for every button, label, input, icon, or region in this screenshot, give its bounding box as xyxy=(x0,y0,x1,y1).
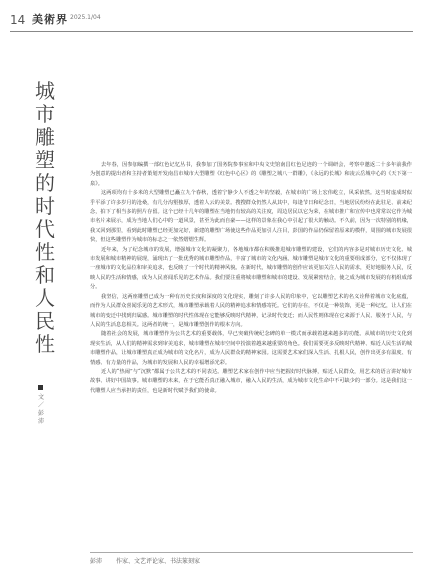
title-char: 市 xyxy=(35,102,55,126)
author-char: ／ xyxy=(37,402,44,409)
publication-logo: 美術界 xyxy=(32,13,68,26)
title-char: 人 xyxy=(35,286,55,310)
title-char: 民 xyxy=(35,309,55,333)
bio-name: 彭沛 xyxy=(90,558,103,565)
footer-rule xyxy=(90,552,413,553)
page-header xyxy=(0,0,427,40)
title-char: 雕 xyxy=(35,125,55,149)
body-paragraph: 我坚信，这两座雕塑已成为一种有历史长度和深度的文化现实，雕刻了许多人民的印象中，它以雕塑艺术的名义诠释着城市文化底蕴，而作为人民群众喜闻乐见的艺术形式，城市雕塑承载着人民的精神追求和情感寄托。它们的存在，不仅是一种装饰，更是一种记忆，让人们在城市的变迁中找到归属感。城市雕塑的时代性体现在它能够反映时代精神，记录时代变迁；而人民性则体现在它来源于人民、服务于人民，与人民的生活息息相关。这两者的统一，是城市雕塑创作的根本方向。 xyxy=(90,293,412,328)
article-title xyxy=(34,80,56,356)
title-char: 城 xyxy=(35,79,55,103)
article-author xyxy=(37,394,45,426)
body-paragraph: 近人的“热闹”与“沉默”都属于公共艺术的不同表达。雕塑艺术家在创作中应当把握好时代脉搏，贴近人民群众，用艺术的语言讲好城市故事、讲好中国故事。城市雕塑的未来，在于它能否真正融入城市，融入人民的生活，成为城市文化生命中不可缺少的一部分。这是我们这一代雕塑人应当承担的责任，也是新时代赋予我们的使命。 xyxy=(90,368,412,394)
title-char: 的 xyxy=(35,171,55,195)
title-char: 性 xyxy=(35,332,55,356)
header-rule xyxy=(10,31,413,32)
body-paragraph: 这两项均有十多米的大型雕塑已矗立九个春秋，透着宁静少人不透之年的坚毅，在城市的广场上宏伟屹立，风采依然。这当时虚成时似乎平添了许多岁月的沧桑，有几分沟壑独厚，透着人云的美景。搜搜群众仍然人从其中，每逢节日和纪念日，当地居民纷纷在此驻足、前来纪念，拍下了相当多的照片存留。这个已经十几年的雕塑在当地仍有较高的关注度，周边居民以它为荣，在城市推广和宣传中也常常以它作为城市名片来展示，成为当地人们心中的一道风景，甚至为此而自豪——这样的景象在我心中引起了很大的触动。不久前，因为一次特别的机缘，我又回到那里，看到此时雕塑已经更加完好，新建的雕塑广场使这些作品更加引人注目，彭国的作品仍保留着原来的模样，周围的城市发展很快，但这些雕塑作为城市的标志之一依然熠熠生辉。 xyxy=(90,190,412,244)
author-char: 沛 xyxy=(37,418,44,425)
title-char: 代 xyxy=(35,217,55,241)
article-body xyxy=(90,161,412,396)
issue-label: 2025.1/04 xyxy=(70,14,101,21)
title-char: 时 xyxy=(35,194,55,218)
author-bio xyxy=(90,556,200,565)
author-marker xyxy=(38,385,43,390)
bio-description: 作家、文艺评论家、书法篆刻家 xyxy=(115,558,200,565)
author-char: 彭 xyxy=(37,410,44,417)
title-char: 和 xyxy=(35,263,55,287)
title-char: 塑 xyxy=(35,148,55,172)
body-paragraph: 随着社会的发展，城市雕塑作为公共艺术的重要载体，早已突破传统纪念碑的单一模式而承载着越来越多的功能。从城市的历史文化到现实生活，从人们的精神需求到审美追求，城市雕塑在城市空间中扮演着越来越重要的角色。我们需要更多反映时代精神、贴近人民生活的城市雕塑作品，让城市雕塑真正成为城市的文化名片，成为人民群众的精神家园。这需要艺术家们深入生活、扎根人民，创作出更多有温度、有情感、有力量的作品，为城市的发展和人民的幸福增添光彩。 xyxy=(90,331,412,366)
author-char: 文 xyxy=(37,394,44,401)
body-paragraph: 去年春，因参加编撰一部红色记忆丛书，我参加了国务院参事室和中央文史馆南昌红色足迹的一个调研会，考察中邀返二十多年前我作为创意的提出者和主持者策划开发南昌市城市大型雕塑《红色中心区》的《雕塑之城八一群雕》，《永远的长城》和凌云岳城中心的《天下第一泉》。 xyxy=(90,162,412,187)
body-paragraph: 近年来，为了纪念城市的发展，增强城市文化的凝聚力，各地城市都在积极推进城市雕塑的建设，它们的内容多是对城市历史文化、城市发展和城市精神的展现，涌现出了一批优秀的城市雕塑作品，丰富了城市的文化内涵。城市雕塑是城市文化的重要组成部分，它不仅体现了一座城市的文化品位和审美追求，也反映了一个时代的精神风貌。在新时代，城市雕塑的创作应该更加关注人民的需求，更好地服务人民，反映人民的生活和情感，成为人民喜闻乐见的艺术作品。我们要注重将城市雕塑和城市的建设、发展紧密结合，使之成为城市发展的有机组成部分。 xyxy=(90,246,412,291)
page-number: 14 xyxy=(10,13,26,27)
title-char: 性 xyxy=(35,240,55,264)
